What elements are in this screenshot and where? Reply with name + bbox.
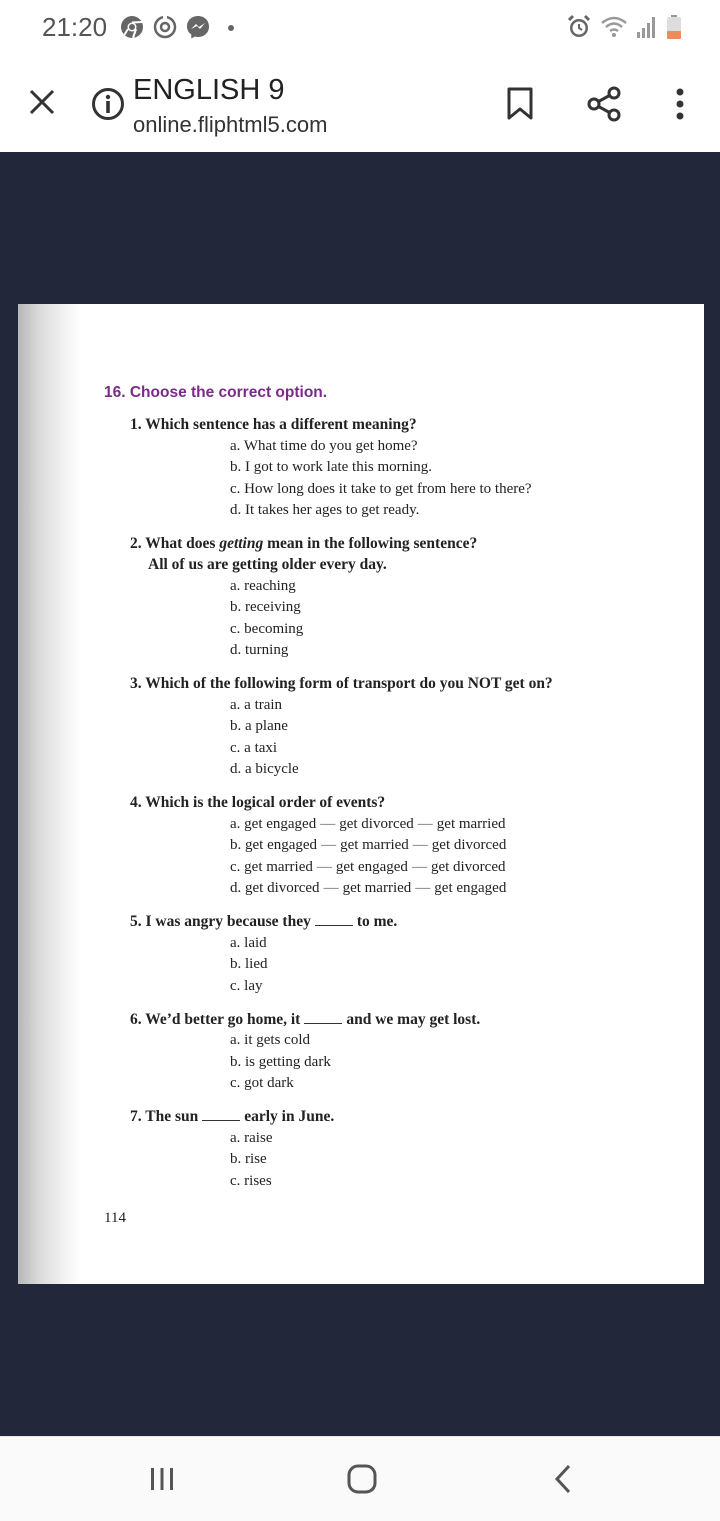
share-button[interactable] <box>582 82 626 126</box>
question-text-pre: We’d better go home, it <box>145 1011 301 1028</box>
question-number: 4. <box>130 794 142 811</box>
home-icon <box>346 1463 378 1495</box>
wifi-icon <box>600 14 628 40</box>
question-sentence: All of us are getting older every day. <box>148 556 387 573</box>
question-text-pre: The sun <box>145 1108 199 1125</box>
question-3 <box>130 675 553 693</box>
share-icon <box>586 86 622 122</box>
option: a. raise <box>230 1130 273 1146</box>
info-icon <box>91 87 125 121</box>
option: a. it gets cold <box>230 1032 310 1048</box>
question-number: 2. <box>130 535 142 552</box>
question-text-post: and we may get lost. <box>346 1011 481 1028</box>
bookmark-icon <box>507 87 533 121</box>
bookmark-button[interactable] <box>500 82 540 126</box>
page-url: online.fliphtml5.com <box>133 112 328 137</box>
option: c. got dark <box>230 1075 294 1091</box>
page-number: 114 <box>104 1210 126 1226</box>
question-1 <box>130 416 417 434</box>
question-text-post: early in June. <box>244 1108 335 1125</box>
option: c. get married — get engaged — get divorced <box>230 859 506 875</box>
back-button[interactable] <box>542 1457 586 1501</box>
site-info-button[interactable] <box>88 84 128 124</box>
question-number: 6. <box>130 1011 142 1028</box>
option: a. laid <box>230 935 267 951</box>
option: d. It takes her ages to get ready. <box>230 502 420 518</box>
recent-apps-button[interactable] <box>140 1457 184 1501</box>
option: c. lay <box>230 978 263 994</box>
signal-icon <box>636 14 658 40</box>
question-number: 7. <box>130 1108 142 1125</box>
answer-blank <box>202 1108 240 1121</box>
question-2 <box>130 535 477 553</box>
option: b. receiving <box>230 599 301 615</box>
option: a. reaching <box>230 578 296 594</box>
recent-apps-icon <box>147 1464 177 1494</box>
question-text-post: to me. <box>356 913 398 930</box>
option: a. a train <box>230 697 283 713</box>
option: c. a taxi <box>230 740 278 756</box>
question-text: Which of the following form of transport do you NOT get on? <box>145 675 553 692</box>
status-right-icons <box>566 14 682 40</box>
system-nav-bar <box>0 1436 720 1521</box>
question-emphasis: getting <box>219 535 264 552</box>
question-text: Which is the logical order of events? <box>145 794 386 811</box>
question-text-pre: What does <box>145 535 220 552</box>
answer-blank <box>315 913 353 926</box>
browser-toolbar <box>0 56 720 152</box>
home-button[interactable] <box>340 1457 384 1501</box>
question-text-post: mean in the following sentence? <box>263 535 478 552</box>
answer-blank <box>304 1011 342 1024</box>
book-page[interactable] <box>18 304 704 1284</box>
question-text: Which sentence has a different meaning? <box>145 416 417 433</box>
battery-icon <box>666 14 682 40</box>
question-5 <box>130 913 397 931</box>
status-time: 21:20 <box>42 12 108 42</box>
more-vertical-icon <box>675 88 685 120</box>
option: d. a bicycle <box>230 761 299 777</box>
option: b. lied <box>230 956 268 972</box>
option: a. get engaged — get divorced — get married <box>230 816 506 832</box>
question-text-pre: I was angry because they <box>145 913 311 930</box>
page-content <box>18 304 704 1284</box>
option: b. I got to work late this morning. <box>230 459 433 475</box>
alarm-icon <box>566 14 592 40</box>
dot-icon <box>218 14 244 40</box>
option: d. get divorced — get married — get engaged <box>230 880 507 896</box>
status-bar <box>0 0 720 56</box>
option: b. is getting dark <box>230 1054 331 1070</box>
option: b. get engaged — get married — get divorced <box>230 837 507 853</box>
back-chevron-icon <box>551 1463 577 1495</box>
question-number: 3. <box>130 675 142 692</box>
question-6 <box>130 1011 480 1029</box>
sync-icon <box>152 14 178 40</box>
question-number: 1. <box>130 416 142 433</box>
option: b. a plane <box>230 718 288 734</box>
question-4 <box>130 794 385 812</box>
option: c. becoming <box>230 621 304 637</box>
exercise-heading: 16. Choose the correct option. <box>104 384 328 401</box>
question-number: 5. <box>130 913 142 930</box>
document-viewer[interactable] <box>0 152 720 1436</box>
chrome-icon <box>119 14 145 40</box>
more-options-button[interactable] <box>660 82 700 126</box>
messenger-icon <box>185 14 211 40</box>
option: a. What time do you get home? <box>230 438 418 454</box>
option: b. rise <box>230 1151 267 1167</box>
close-icon <box>29 89 55 115</box>
question-7 <box>130 1108 334 1126</box>
option: c. rises <box>230 1173 272 1189</box>
page-title: ENGLISH 9 <box>133 74 285 106</box>
option: c. How long does it take to get from here to there? <box>230 481 532 497</box>
close-button[interactable] <box>22 82 62 122</box>
option: d. turning <box>230 642 289 658</box>
